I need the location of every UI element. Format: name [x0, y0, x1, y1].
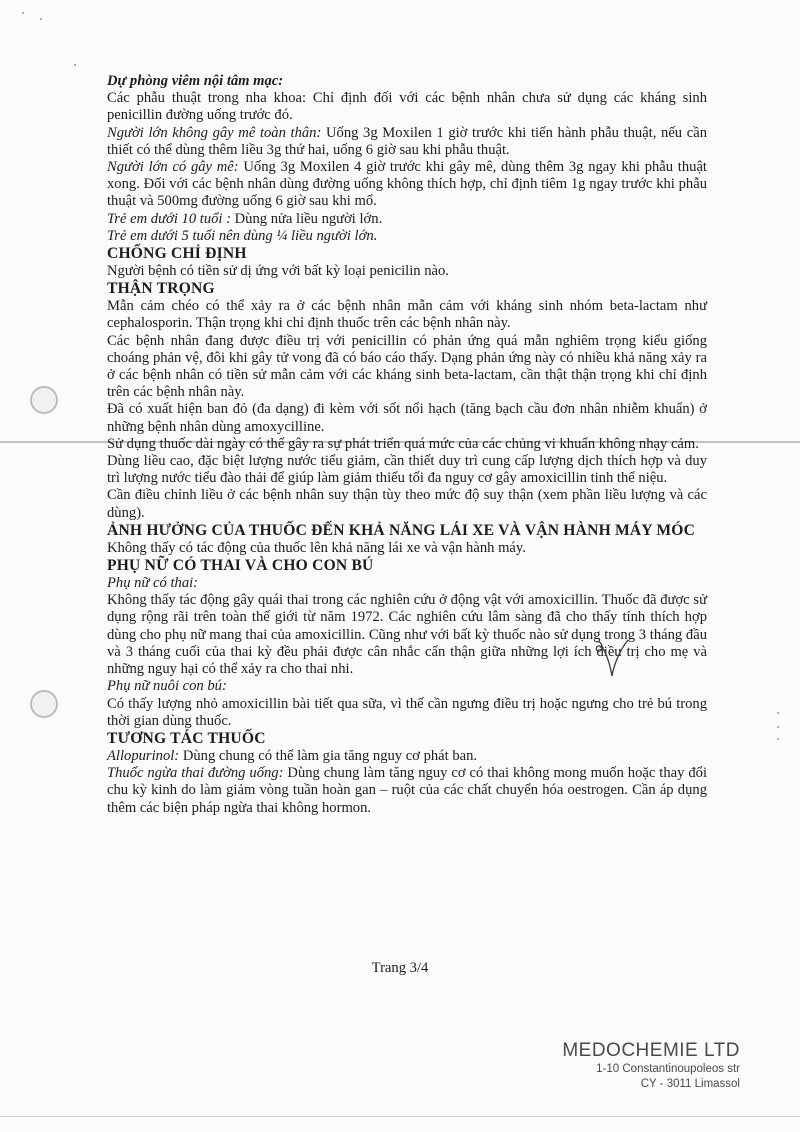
scan-speck: [777, 738, 779, 740]
scan-speck: [22, 12, 24, 14]
paragraph-lead: Người lớn không gây mê toàn thân:: [107, 124, 322, 141]
paragraph-text: Dùng chung có thể làm gia tăng nguy cơ phát ban.: [179, 747, 478, 764]
section-heading: ẢNH HƯỞNG CỦA THUỐC ĐẾN KHẢ NĂNG LÁI XE VÀ VẬN HÀNH MÁY MÓC: [107, 521, 696, 539]
scan-speck: [777, 712, 779, 714]
italic-subheading: Phụ nữ nuôi con bú:: [107, 678, 227, 695]
paragraph: Người bệnh có tiền sử dị ứng với bất kỳ loại penicilin nào.: [107, 263, 449, 280]
scan-speck: [74, 64, 76, 66]
paragraph-lead: Người lớn có gây mê:: [107, 159, 239, 176]
section-heading: PHỤ NỮ CÓ THAI VÀ CHO CON BÚ: [107, 557, 374, 575]
italic-subheading: Trẻ em dưới 5 tuổi nên dùng ¼ liều người lớn.: [107, 227, 378, 244]
stamp-address-line1: 1-10 Constantinoupoleos str: [596, 1063, 740, 1075]
company-stamp: [540, 1040, 740, 1092]
stamp-address-line2: CY - 3011 Limassol: [640, 1078, 740, 1090]
subsection-heading: Dự phòng viêm nội tâm mạc:: [107, 73, 284, 89]
paragraph-lead: Trẻ em dưới 10 tuổi :: [107, 210, 231, 227]
paragraph: [107, 125, 707, 159]
document-body: [107, 73, 707, 817]
paragraph-text: Dùng nửa liều người lớn.: [230, 210, 383, 227]
page-bottom-edge: [0, 1116, 800, 1117]
paragraph-lead: Thuốc ngừa thai đường uống:: [107, 765, 284, 782]
section-heading: THẬN TRỌNG: [107, 280, 215, 298]
paragraph: [107, 748, 707, 765]
paragraph: [107, 159, 707, 211]
paragraph-text: Dùng chung làm tăng nguy cơ có thai không mong muốn hoặc thay đổi chu kỳ kinh do làm giảm vòng tuần hoàn gan – ruột của các chất chuyển hóa oestrogen. Cần áp dụng thêm các biện pháp ngừa thai không hormon.: [107, 765, 707, 816]
page-number: Trang 3/4: [371, 960, 429, 976]
paragraph-text: Uống 3g Moxilen 4 giờ trước khi gây mê, dùng thêm 3g ngay khi phẫu thuật xong. Đối với các bệnh nhân dùng đường uống không thích hợp, chỉ định tiêm 1g ngay trước khi phẫu thuật và 500mg đường uống 6 giờ sau khi mổ.: [107, 159, 707, 210]
handwritten-signature: [592, 636, 632, 684]
paragraph: Không thấy có tác động của thuốc lên khả năng lái xe và vận hành máy.: [107, 539, 526, 556]
paragraph: Dùng liều cao, đặc biệt lượng nước tiểu giảm, cần thiết duy trì cung cấp lượng dịch thích hợp và duy trì lượng nước tiểu đào thải để giúp làm giảm thiểu tối đa nguy cơ gây amoxicillin tinh thể niệu.: [107, 453, 707, 487]
punch-hole-top: [30, 386, 58, 414]
scan-speck: [777, 726, 779, 728]
paragraph: Không thấy tác động gây quái thai trong các nghiên cứu ở động vật với amoxicillin. Thuốc đã được sử dụng rộng rãi trên toàn thế giới từ năm 1972. Các nghiên cứu lâm sàng đã cho thấy tính thích hợp dùng cho phụ nữ mang thai của amoxicillin. Cũng như với bất kỳ thuốc nào sử dụng trong 3 tháng đầu và 3 tháng cuối của thai kỳ đều phải được cân nhắc cẩn thận giữa những lợi ích điều trị cho mẹ và những nguy hại có thể xảy ra cho thai nhi.: [107, 592, 707, 678]
paragraph-lead: Allopurinol:: [107, 747, 180, 764]
paragraph: [107, 765, 707, 817]
paragraph: [107, 211, 707, 228]
paragraph: Các phẫu thuật trong nha khoa: Chỉ định đối với các bệnh nhân chưa sử dụng các kháng sinh penicillin đường uống trước đó.: [107, 90, 707, 124]
paragraph: Đã có xuất hiện ban đỏ (đa dạng) đi kèm với sốt nổi hạch (tăng bạch cầu đơn nhân nhiễm khuẩn) ở những bệnh nhân dùng amoxycilline.: [107, 401, 707, 435]
italic-subheading: Phụ nữ có thai:: [107, 575, 199, 592]
paragraph-text: Uống 3g Moxilen 1 giờ trước khi tiến hành phẫu thuật, nếu cần thiết có thể dùng thêm liều 3g thứ hai, uống 6 giờ sau khi phẫu thuật.: [107, 124, 707, 158]
stamp-company-name: MEDOCHEMIE LTD: [562, 1040, 740, 1061]
paragraph: Mẫn cảm chéo có thể xảy ra ở các bệnh nhân mẫn cảm với kháng sinh nhóm beta-lactam như cephalosporin. Thận trọng khi chỉ định thuốc trên các bệnh nhân này.: [107, 298, 707, 332]
scan-speck: [40, 18, 42, 20]
paragraph: Các bệnh nhân đang được điều trị với penicillin có phản ứng quá mẫn nghiêm trọng kiểu giống choáng phản vệ, đôi khi gây tử vong đã có báo cáo thấy. Dạng phản ứng này có nhiều khả năng xảy ra ở các bệnh nhân có tiền sử mẫn cảm với các kháng sinh beta-lactam, cần thật thận trọng khi chỉ định trên các bệnh nhân này.: [107, 332, 707, 401]
paragraph: Sử dụng thuốc dài ngày có thể gây ra sự phát triển quá mức của các chủng vi khuẩn không nhạy cảm.: [107, 435, 699, 452]
punch-hole-bottom: [30, 690, 58, 718]
paragraph: Cần điều chỉnh liều ở các bệnh nhân suy thận tùy theo mức độ suy thận (xem phần liều lượng và các dùng).: [107, 487, 707, 521]
paragraph: Có thấy lượng nhỏ amoxicillin bài tiết qua sữa, vì thế cần ngưng điều trị hoặc ngưng cho trẻ bú trong thời gian dùng thuốc.: [107, 695, 707, 729]
section-heading: TƯƠNG TÁC THUỐC: [107, 729, 266, 747]
section-heading: CHỐNG CHỈ ĐỊNH: [107, 245, 247, 263]
